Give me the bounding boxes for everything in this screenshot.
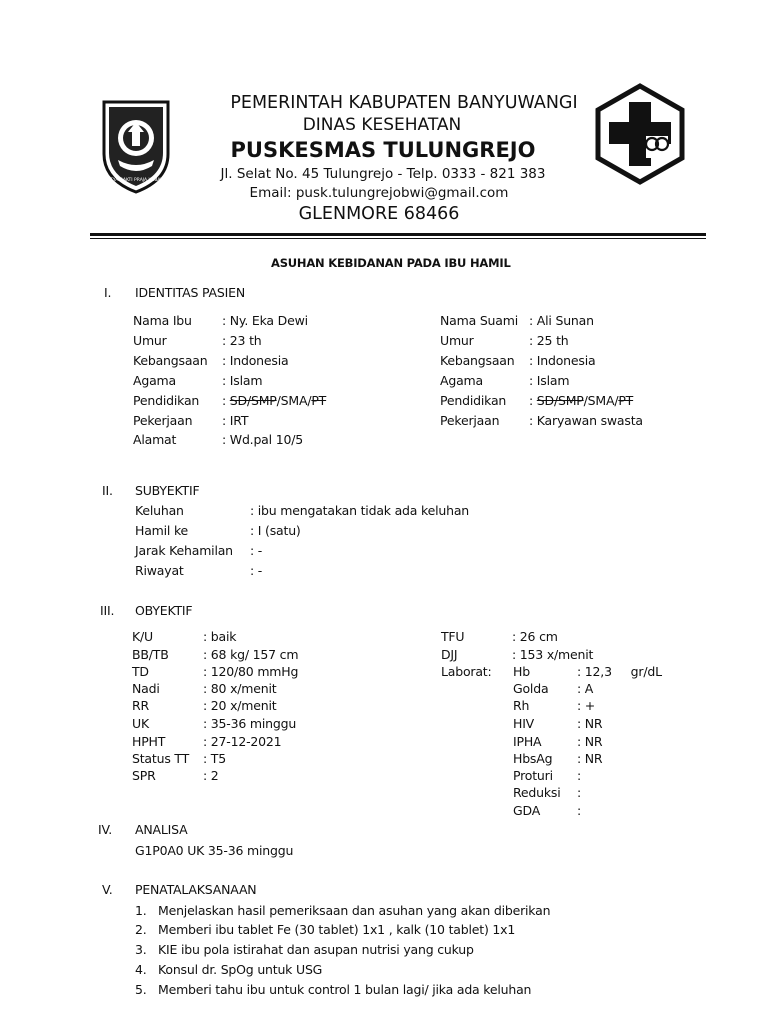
lab-label: Golda xyxy=(513,681,549,696)
list-number: 2. xyxy=(135,922,147,937)
field-label: Pendidikan xyxy=(133,393,200,408)
field-label: BB/TB xyxy=(132,647,169,662)
field-value: : 120/80 mmHg xyxy=(203,664,299,679)
list-number: 5. xyxy=(135,982,147,997)
edu-sma: /SMA/ xyxy=(276,393,312,408)
list-number: 1. xyxy=(135,903,147,918)
field-label: Nama Ibu xyxy=(133,313,192,328)
lab-value: : xyxy=(577,768,582,783)
institution-name: PUSKESMAS TULUNGREJO xyxy=(230,138,536,162)
field-label: Umur xyxy=(133,333,167,348)
lab-label: Hb xyxy=(513,664,530,679)
field-label: Kebangsaan xyxy=(440,353,515,368)
city-postcode: GLENMORE 68466 xyxy=(298,204,460,224)
field-label: Kebangsaan xyxy=(133,353,208,368)
diagnosis-text: G1P0A0 UK 35-36 minggu xyxy=(135,843,294,858)
field-value: : 35-36 minggu xyxy=(203,716,297,731)
field-value: : 68 kg/ 157 cm xyxy=(203,647,299,662)
section-number: V. xyxy=(102,882,113,897)
field-value: : - xyxy=(250,563,263,578)
colon: : xyxy=(529,393,534,408)
field-label: Pekerjaan xyxy=(133,413,193,428)
field-value: : 20 x/menit xyxy=(203,698,277,713)
field-value: : 25 th xyxy=(529,333,569,348)
header-rule-thin xyxy=(90,238,706,239)
field-value: : baik xyxy=(203,629,237,644)
section-title: ANALISA xyxy=(135,822,188,837)
field-value xyxy=(222,393,326,408)
list-item: Memberi ibu tablet Fe (30 tablet) 1x1 , kalk (10 tablet) 1x1 xyxy=(158,922,516,937)
section-title: IDENTITAS PASIEN xyxy=(135,285,245,300)
lab-value: : xyxy=(577,803,582,818)
field-value: : Indonesia xyxy=(529,353,596,368)
list-item: Konsul dr. SpOg untuk USG xyxy=(158,962,323,977)
section-number: III. xyxy=(100,603,115,618)
svg-text:SATYA BAKTI PRAJA WIBAWA: SATYA BAKTI PRAJA WIBAWA xyxy=(104,178,168,183)
field-label: RR xyxy=(132,698,149,713)
field-label: Hamil ke xyxy=(135,523,189,538)
header-rule-thick xyxy=(90,233,706,236)
list-item: KIE ibu pola istirahat dan asupan nutrisi yang cukup xyxy=(158,942,474,957)
field-value: : Ali Sunan xyxy=(529,313,594,328)
field-value: : 26 cm xyxy=(512,629,558,644)
lab-label: GDA xyxy=(513,803,541,818)
field-label: Status TT xyxy=(132,751,190,766)
lab-value: : NR xyxy=(577,716,603,731)
field-label: Nadi xyxy=(132,681,160,696)
field-label: UK xyxy=(132,716,149,731)
field-value: : Islam xyxy=(222,373,263,388)
field-label: Keluhan xyxy=(135,503,184,518)
address: Jl. Selat No. 45 Tulungrejo - Telp. 0333 - 821 383 xyxy=(220,166,546,182)
field-label: Pekerjaan xyxy=(440,413,500,428)
lab-label: HIV xyxy=(513,716,535,731)
lab-label: HbsAg xyxy=(513,751,553,766)
lab-value: : + xyxy=(577,698,596,713)
field-label: Pendidikan xyxy=(440,393,507,408)
field-label: K/U xyxy=(132,629,153,644)
field-label: SPR xyxy=(132,768,156,783)
lab-label: Rh xyxy=(513,698,530,713)
section-title: PENATALAKSANAAN xyxy=(135,882,257,897)
field-label: Agama xyxy=(440,373,483,388)
field-label: TFU xyxy=(441,629,465,644)
field-value: : I (satu) xyxy=(250,523,301,538)
section-title: SUBYEKTIF xyxy=(135,483,200,498)
field-value: : IRT xyxy=(222,413,249,428)
field-label: Alamat xyxy=(133,432,177,447)
edu-pt-struck: PT xyxy=(618,393,634,408)
edu-sd-smp-struck: SD/SMP xyxy=(229,393,277,408)
field-value xyxy=(529,393,633,408)
dept-name: DINAS KESEHATAN xyxy=(302,115,462,135)
document-title: ASUHAN KEBIDANAN PADA IBU HAMIL xyxy=(271,256,511,270)
section-title: OBYEKTIF xyxy=(135,603,193,618)
field-label: DJJ xyxy=(441,647,458,662)
email: Email: pusk.tulungrejobwi@gmail.com xyxy=(249,185,509,201)
lab-value: : NR xyxy=(577,751,603,766)
list-number: 4. xyxy=(135,962,147,977)
field-label: Nama Suami xyxy=(440,313,518,328)
edu-pt-struck: PT xyxy=(311,393,327,408)
field-value: : Islam xyxy=(529,373,570,388)
field-value: : 80 x/menit xyxy=(203,681,277,696)
list-item: Memberi tahu ibu untuk control 1 bulan lagi/ jika ada keluhan xyxy=(158,982,532,997)
lab-label: IPHA xyxy=(513,734,542,749)
field-value: : 23 th xyxy=(222,333,262,348)
field-value: : 2 xyxy=(203,768,219,783)
field-label: Jarak Kehamilan xyxy=(135,543,233,558)
list-item: Menjelaskan hasil pemeriksaan dan asuhan yang akan diberikan xyxy=(158,903,551,918)
lab-value: : xyxy=(577,785,582,800)
edu-sma: /SMA/ xyxy=(583,393,619,408)
field-value: : 27-12-2021 xyxy=(203,734,282,749)
list-number: 3. xyxy=(135,942,147,957)
lab-value: : 12,3 gr/dL xyxy=(577,664,662,679)
field-label: Riwayat xyxy=(135,563,184,578)
field-value: : 153 x/menit xyxy=(512,647,594,662)
field-value: : T5 xyxy=(203,751,226,766)
colon: : xyxy=(222,393,227,408)
lab-value: : NR xyxy=(577,734,603,749)
field-label: HPHT xyxy=(132,734,166,749)
section-number: IV. xyxy=(98,822,112,837)
lab-label: Reduksi xyxy=(513,785,561,800)
field-label: Agama xyxy=(133,373,176,388)
field-value: : Ny. Eka Dewi xyxy=(222,313,308,328)
lab-value: : A xyxy=(577,681,594,696)
section-number: II. xyxy=(102,483,113,498)
field-value: : ibu mengatakan tidak ada keluhan xyxy=(250,503,469,518)
edu-sd-smp-struck: SD/SMP xyxy=(536,393,584,408)
field-value: : Karyawan swasta xyxy=(529,413,643,428)
laborat-label: Laborat: xyxy=(441,664,492,679)
field-value: : Indonesia xyxy=(222,353,289,368)
lab-label: Proturi xyxy=(513,768,553,783)
field-value: : Wd.pal 10/5 xyxy=(222,432,303,447)
section-number: I. xyxy=(104,285,112,300)
field-label: Umur xyxy=(440,333,474,348)
field-label: TD xyxy=(132,664,149,679)
field-value: : - xyxy=(250,543,263,558)
gov-name: PEMERINTAH KABUPATEN BANYUWANGI xyxy=(230,93,578,113)
